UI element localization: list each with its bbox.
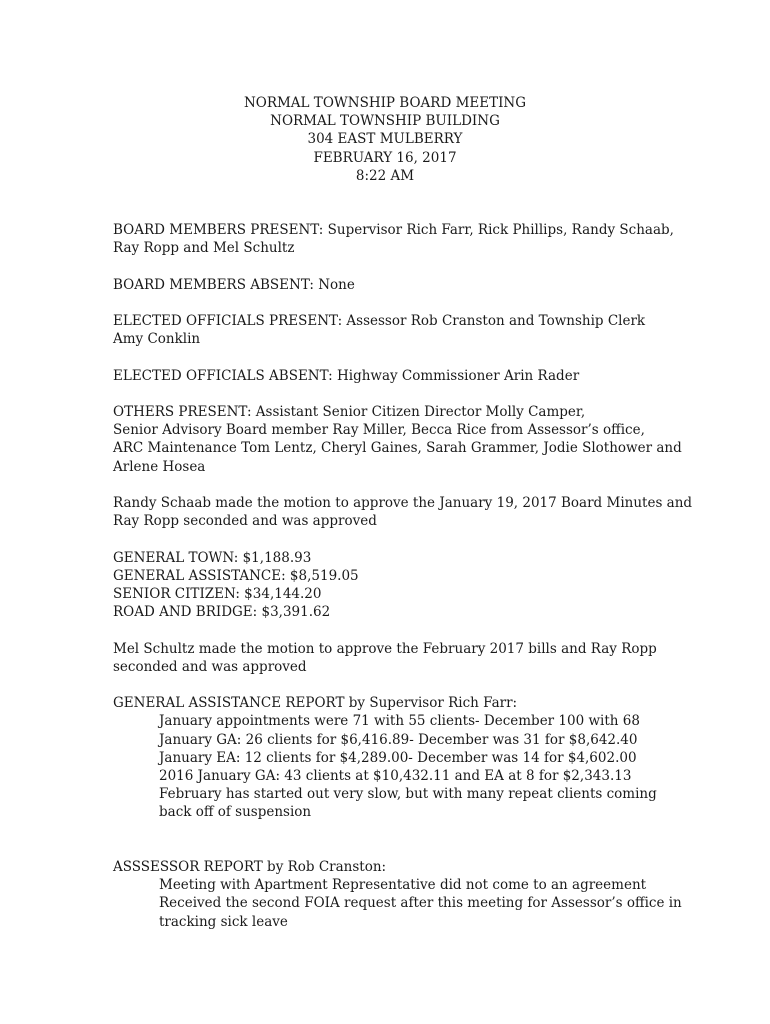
text-line: Senior Advisory Board member Ray Miller, Becca Rice from Assessor’s office, — [113, 422, 645, 439]
report-item: January appointments were 71 with 55 clients- December 100 with 68 — [159, 713, 640, 730]
fund-totals — [113, 549, 673, 622]
board-members-absent — [113, 276, 673, 294]
report-item: 2016 January GA: 43 clients at $10,432.11 and EA at 8 for $2,343.13 — [159, 767, 632, 784]
header-address: 304 EAST MULBERRY — [307, 131, 463, 148]
text-line: seconded and was approved — [113, 658, 307, 675]
text-line: ARC Maintenance Tom Lentz, Cheryl Gaines, Sarah Grammer, Jodie Slothower and — [113, 440, 682, 457]
general-assistance-report — [113, 694, 673, 821]
header-title: NORMAL TOWNSHIP BOARD MEETING — [243, 95, 527, 111]
minutes-motion — [113, 494, 693, 530]
text-line: Mel Schultz made the motion to approve the February 2017 bills and Ray Ropp — [113, 640, 657, 657]
report-item: back off of suspension — [159, 804, 312, 821]
text-line: Ray Ropp seconded and was approved — [113, 513, 377, 530]
report-item: February has started out very slow, but with many repeat clients coming — [159, 786, 657, 803]
minutes-body — [113, 221, 693, 949]
fund-line: GENERAL TOWN: $1,188.93 — [113, 549, 312, 566]
elected-officials-present — [113, 312, 673, 348]
meeting-header — [0, 94, 770, 185]
assessor-report — [113, 858, 682, 931]
spacer — [113, 840, 673, 858]
fund-line: SENIOR CITIZEN: $34,144.20 — [113, 585, 322, 602]
fund-line: ROAD AND BRIDGE: $3,391.62 — [113, 604, 331, 621]
text-line: Arlene Hosea — [113, 458, 206, 475]
board-members-present — [113, 221, 673, 257]
fund-line: GENERAL ASSISTANCE: $8,519.05 — [113, 567, 359, 584]
header-date: FEBRUARY 16, 2017 — [313, 149, 457, 166]
text-line: BOARD MEMBERS ABSENT: None — [113, 276, 355, 293]
header-time: 8:22 AM — [355, 167, 415, 184]
section-heading: GENERAL ASSISTANCE REPORT by Supervisor Rich Farr: — [113, 695, 518, 712]
bills-motion — [113, 640, 673, 676]
report-item: January EA: 12 clients for $4,289.00- December was 14 for $4,602.00 — [159, 749, 637, 766]
text-line: ELECTED OFFICIALS ABSENT: Highway Commissioner Arin Rader — [113, 367, 580, 384]
report-item: January GA: 26 clients for $6,416.89- December was 31 for $8,642.40 — [159, 731, 638, 748]
text-line: Amy Conklin — [113, 331, 201, 348]
section-heading: ASSSESSOR REPORT by Rob Cranston: — [113, 858, 387, 875]
report-item: Received the second FOIA request after this meeting for Assessor’s office in — [159, 895, 682, 912]
others-present — [113, 403, 682, 476]
report-item: Meeting with Apartment Representative did not come to an agreement — [159, 877, 647, 894]
report-item: tracking sick leave — [159, 913, 288, 930]
elected-officials-absent — [113, 367, 673, 385]
header-location: NORMAL TOWNSHIP BUILDING — [270, 113, 500, 130]
text-line: BOARD MEMBERS PRESENT: Supervisor Rich Farr, Rick Phillips, Randy Schaab, — [113, 222, 674, 238]
text-line: Randy Schaab made the motion to approve the January 19, 2017 Board Minutes and — [113, 494, 693, 511]
text-line: ELECTED OFFICIALS PRESENT: Assessor Rob Cranston and Township Clerk — [113, 312, 646, 329]
text-line: Ray Ropp and Mel Schultz — [113, 240, 295, 257]
text-line: OTHERS PRESENT: Assistant Senior Citizen Director Molly Camper, — [113, 403, 586, 420]
